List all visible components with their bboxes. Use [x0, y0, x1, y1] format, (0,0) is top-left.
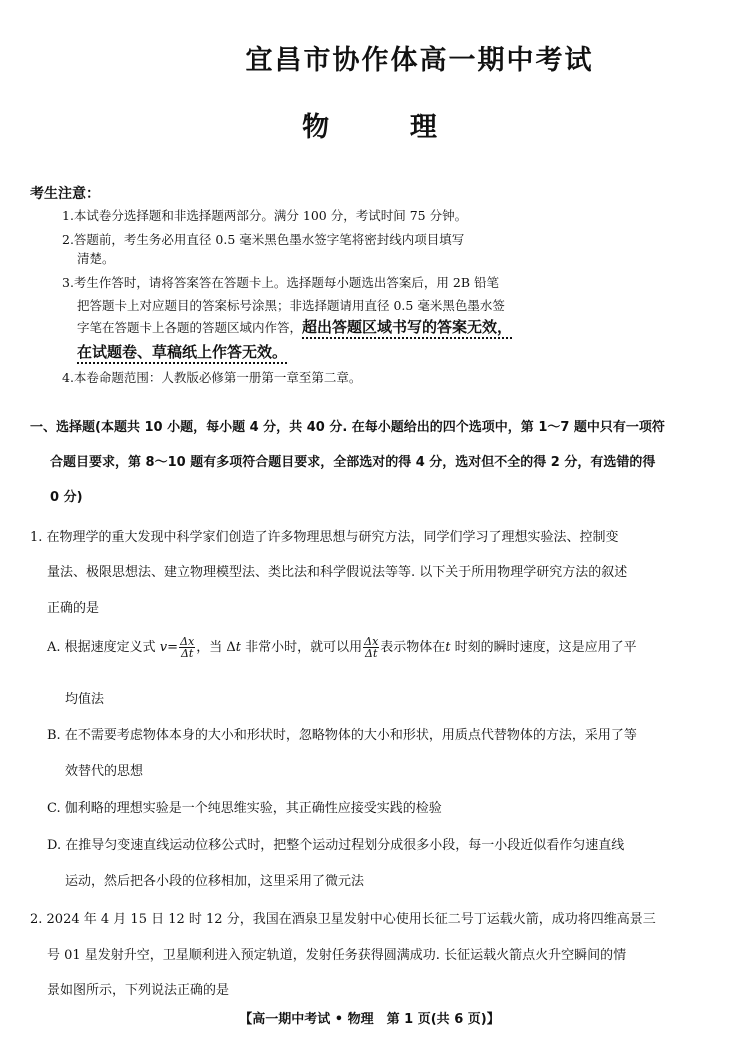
- notice-item-3-cont1: 把答题卡上对应题目的答案标号涂黑；非选择题请用直径 0.5 毫米黑色墨水签: [77, 298, 505, 313]
- velocity-fraction: $\frac{\Delta x}{\Delta t}$: [180, 635, 195, 660]
- q1-option-b: B. 在不需要考虑物体本身的大小和形状时，忽略物体的大小和形状，用质点代替物体的方法，采用了等: [47, 728, 637, 743]
- notice-heading: 考生注意：: [30, 186, 100, 202]
- q1-option-a: A. 根据速度定义式 v= $\frac{\Delta x}{\Delta t}$ ，当 Δt 非常小时，就可以用 $\frac{\Delta x}{\Delta t}$ 表示物体在t 时刻的瞬时速度，这是应用了平: [47, 635, 637, 660]
- velocity-symbol: v: [159, 640, 168, 655]
- section1-line-2: 合题目要求，第 8～10 题有多项符合题目要求，全部选对的得 4 分，选对但不全的得 2 分，有选错的得: [50, 455, 656, 470]
- notice-item-3-cont2: [77, 319, 512, 336]
- q1-stem-line-3: 正确的是: [47, 601, 100, 616]
- q2-stem-line-2: 号 01 星发射升空，卫星顺利进入预定轨道，发射任务获得圆满成功. 长征运载火箭点火升空瞬间的情: [47, 948, 627, 963]
- notice-emphasis-2: 在试题卷、草稿纸上作答无效。: [77, 343, 288, 361]
- q1-stem-line-2: 量法、极限思想法、建立物理模型法、类比法和科学假说法等等. 以下关于所用物理学研究方法的叙述: [47, 565, 628, 580]
- section1-line-3: 0 分): [50, 490, 83, 505]
- subject-title: [0, 105, 739, 144]
- notice-item-2: 2.答题前，考生务必用直径 0.5 毫米黑色墨水签字笔将密封线内项目填写: [62, 232, 465, 247]
- notice-item-3: 3.考生作答时，请将答案答在答题卡上。选择题每小题选出答案后，用 2B 铅笔: [62, 275, 500, 290]
- q1-option-c: C. 伽利略的理想实验是一个纯思维实验，其正确性应接受实践的检验: [47, 801, 442, 816]
- q2-stem-line-1: 2. 2024 年 4 月 15 日 12 时 12 分，我国在酒泉卫星发射中心使用长征二号丁运载火箭，成功将四维高景三: [30, 912, 656, 927]
- notice-item-3-cont2-text: 字笔在答题卡上各题的答题区域内作答，: [77, 320, 303, 335]
- subject-char-1: 物: [302, 112, 330, 143]
- section1-line-1: 一、选择题(本题共 10 小题，每小题 4 分，共 40 分. 在每小题给出的四个选项中，第 1～7 题中只有一项符: [30, 420, 665, 435]
- q1-option-d: D. 在推导匀变速直线运动位移公式时，把整个运动过程划分成很多小段，每一小段近似看作匀速直线: [47, 838, 625, 853]
- page-footer: 【高一期中考试 • 物理 第 1 页(共 6 页)】: [239, 1012, 500, 1027]
- q1-option-d-cont: 运动，然后把各小段的位移相加，这里采用了微元法: [65, 874, 365, 889]
- notice-item-1: 1.本试卷分选择题和非选择题两部分。满分 100 分，考试时间 75 分钟。: [62, 208, 468, 223]
- notice-item-2-cont: 清楚。: [77, 251, 115, 266]
- velocity-fraction-2: $\frac{\Delta x}{\Delta t}$: [364, 635, 379, 660]
- page-title: 宜昌市协作体高一期中考试: [245, 45, 594, 76]
- notice-emphasis-1: 超出答题区域书写的答案无效，: [302, 318, 513, 336]
- q2-stem-line-3: 景如图所示，下列说法正确的是: [47, 983, 230, 998]
- subject-char-2: 理: [409, 112, 437, 143]
- notice-item-4: 4.本卷命题范围：人教版必修第一册第一章至第二章。: [62, 370, 362, 385]
- q1-option-b-cont: 效替代的思想: [65, 764, 144, 779]
- q1-option-a-cont: 均值法: [65, 692, 105, 707]
- q1-stem-line-1: 1. 在物理学的重大发现中科学家们创造了许多物理思想与研究方法，同学们学习了理想实验法、控制变: [30, 530, 619, 545]
